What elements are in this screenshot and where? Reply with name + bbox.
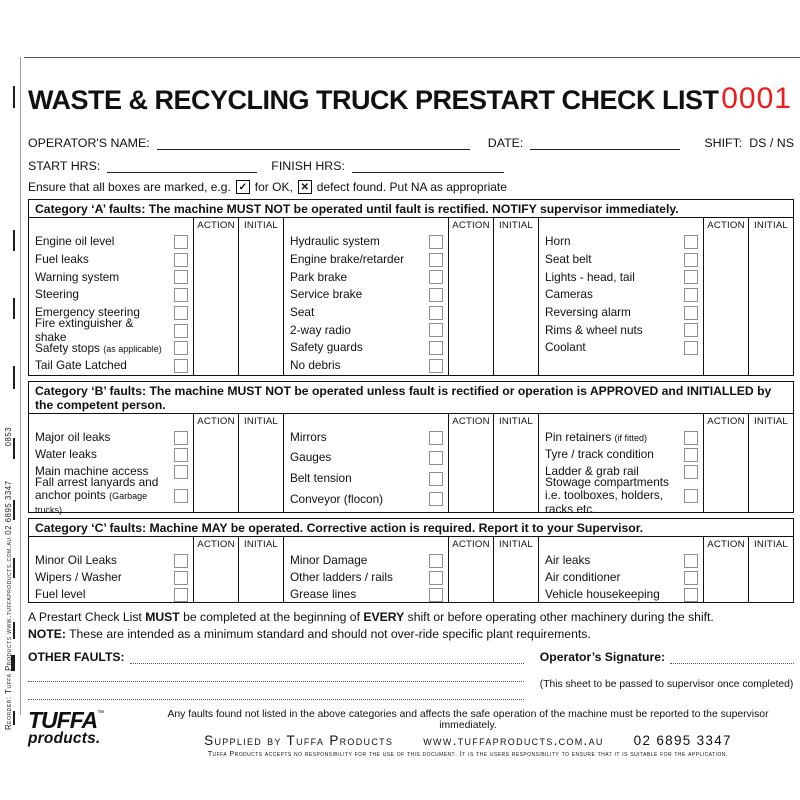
item-label: Cameras <box>545 287 593 302</box>
perforation-mark <box>13 230 15 251</box>
item-label: Safety guards <box>290 340 363 355</box>
action-header: ACTION <box>707 539 745 550</box>
checklist-item <box>35 316 193 344</box>
action-header: ACTION <box>452 220 490 231</box>
note-text-bold: EVERY <box>363 610 405 624</box>
item-label: Hydraulic system <box>290 234 380 249</box>
item-note: (if fitted) <box>614 432 648 443</box>
checklist-item <box>290 357 448 375</box>
check-box[interactable] <box>429 451 443 465</box>
check-box[interactable] <box>429 492 443 506</box>
checklist-item <box>545 429 703 446</box>
category-table <box>28 218 794 376</box>
action-column[interactable] <box>448 414 493 512</box>
initial-column[interactable] <box>748 537 793 602</box>
category-header: Category ‘A’ faults: The machine MUST NOT be operated until fault is rectified. NOTIFY supervisor immediately. <box>28 199 794 218</box>
initial-column[interactable] <box>748 218 793 375</box>
check-box[interactable] <box>174 270 188 284</box>
check-box[interactable] <box>684 554 698 568</box>
check-box[interactable] <box>429 431 443 445</box>
check-box[interactable] <box>429 359 443 373</box>
perforation-mark <box>13 500 15 520</box>
checklist-item <box>35 586 193 603</box>
check-box[interactable] <box>174 571 188 585</box>
checklist-item <box>290 470 448 487</box>
check-box[interactable] <box>429 341 443 355</box>
category-group <box>283 218 538 375</box>
item-label: Seat <box>290 304 315 319</box>
checklist-item <box>545 268 703 286</box>
item-column <box>539 414 703 516</box>
action-column[interactable] <box>193 537 238 602</box>
checklist-item <box>290 251 448 269</box>
item-column <box>284 414 448 512</box>
perforation-mark <box>13 622 15 639</box>
check-box[interactable] <box>684 270 698 284</box>
item-column <box>284 218 448 375</box>
item-label: Gauges <box>290 450 332 465</box>
initial-header: INITIAL <box>754 539 788 550</box>
checked-example-checkbox: ✓ <box>236 180 250 194</box>
check-box[interactable] <box>429 288 443 302</box>
initial-header: INITIAL <box>244 539 278 550</box>
checklist-item <box>290 268 448 286</box>
initial-column[interactable] <box>238 414 283 512</box>
check-box[interactable] <box>684 465 698 479</box>
item-label: No debris <box>290 357 341 372</box>
action-column[interactable] <box>448 537 493 602</box>
finish-hrs-label: FINISH HRS: <box>271 159 345 173</box>
prestart-note-line <box>28 609 794 626</box>
supplied-by-text: Supplied by Tuffa Products <box>204 732 394 748</box>
checklist-item <box>290 586 448 603</box>
crossed-example-checkbox: ✕ <box>298 180 312 194</box>
note-text: shift or before operating other machinery during the shift. <box>404 610 714 624</box>
initial-header: INITIAL <box>754 416 788 427</box>
item-label: Lights - head, tail <box>545 269 635 284</box>
check-box[interactable] <box>684 253 698 267</box>
signature-block <box>540 647 794 700</box>
other-faults-block <box>28 647 540 700</box>
item-column <box>29 218 193 375</box>
instruction-defect-text: defect found. Put NA as appropriate <box>316 180 507 194</box>
checklist-item <box>545 586 703 603</box>
perforation-mark <box>13 298 15 319</box>
check-box[interactable] <box>684 571 698 585</box>
checklist-item <box>290 491 448 508</box>
instruction-ok-text: for OK, <box>254 180 293 194</box>
item-label: Service brake <box>290 287 363 302</box>
tuffa-logo <box>28 706 142 749</box>
checklist-item <box>35 251 193 269</box>
category-header: Category ‘C’ faults: Machine MAY be operated. Corrective action is required. Report it to your Supervisor. <box>28 518 794 537</box>
title-row <box>28 82 794 116</box>
item-label: Reversing alarm <box>545 304 631 319</box>
item-label: Engine oil level <box>35 234 115 249</box>
category-block <box>28 381 794 516</box>
checklist-item <box>545 286 703 304</box>
action-column[interactable] <box>703 218 748 375</box>
branding-footer <box>28 706 794 758</box>
item-note: (Garbage trucks) <box>35 491 148 515</box>
check-box[interactable] <box>429 472 443 486</box>
item-label: Air leaks <box>545 552 591 567</box>
item-label: Major oil leaks <box>35 429 111 444</box>
category-group <box>283 537 538 602</box>
item-column <box>539 537 703 602</box>
item-label: Fall arrest lanyards and anchor points (Garbage trucks) <box>35 475 159 515</box>
check-box[interactable] <box>174 588 188 602</box>
item-column <box>29 537 193 602</box>
check-box[interactable] <box>174 554 188 568</box>
page-top-edge-line <box>24 57 800 58</box>
action-column[interactable] <box>703 414 748 512</box>
item-label: Stowage compartments i.e. toolboxes, holders, racks etc. <box>545 475 669 516</box>
item-label: Wipers / Washer <box>35 569 122 584</box>
item-label: Other ladders / rails <box>290 569 393 584</box>
action-column[interactable] <box>703 537 748 602</box>
item-label: 2-way radio <box>290 322 351 337</box>
finish-hrs-field[interactable] <box>352 158 504 173</box>
check-box[interactable] <box>684 235 698 249</box>
check-box[interactable] <box>429 235 443 249</box>
check-box[interactable] <box>684 341 698 355</box>
item-label: Fire extinguisher & shake <box>35 316 134 344</box>
check-box[interactable] <box>429 270 443 284</box>
item-label: Minor Oil Leaks <box>35 552 117 567</box>
check-box[interactable] <box>174 306 188 320</box>
category-group <box>538 537 793 602</box>
item-label: Warning system <box>35 269 120 284</box>
checklist-item <box>35 569 193 586</box>
item-label: Water leaks <box>35 446 97 461</box>
item-label: Fuel leaks <box>35 251 89 266</box>
operator-signature-label: Operator’s Signature: <box>539 649 666 664</box>
check-box[interactable] <box>429 571 443 585</box>
action-column[interactable] <box>193 218 238 375</box>
reorder-code: 0853 <box>4 426 13 447</box>
other-faults-field-line3[interactable] <box>28 682 524 700</box>
checklist-item <box>545 304 703 322</box>
start-hrs-field[interactable] <box>107 158 257 173</box>
checklist-item <box>290 429 448 446</box>
checklist-item <box>35 340 193 358</box>
category-group <box>29 218 283 375</box>
action-header: ACTION <box>197 220 235 231</box>
checklist-item <box>545 569 703 586</box>
marking-instructions <box>28 180 794 194</box>
item-label: Seat belt <box>545 251 592 266</box>
checklist-item <box>35 268 193 286</box>
initial-column[interactable] <box>493 218 538 375</box>
note-text: A Prestart Check List <box>28 610 146 624</box>
minimum-standard-note-line <box>28 626 794 643</box>
form-serial-number: 0001 <box>721 82 792 115</box>
item-label: Conveyor (flocon) <box>290 491 384 506</box>
check-box[interactable] <box>174 235 188 249</box>
hours-row <box>28 150 794 173</box>
checklist-item <box>35 475 193 515</box>
item-label: Fuel level <box>35 586 86 601</box>
check-box[interactable] <box>684 448 698 462</box>
supplier-phone: 02 6895 3347 <box>633 732 732 748</box>
item-label: Horn <box>545 234 571 249</box>
checklist-item <box>290 286 448 304</box>
item-label: Emergency steering <box>35 304 140 319</box>
check-box[interactable] <box>174 341 188 355</box>
note-text-bold: MUST <box>145 610 180 624</box>
item-label: Engine brake/retarder <box>290 251 405 266</box>
initial-column[interactable] <box>493 414 538 512</box>
date-field[interactable] <box>530 135 680 150</box>
initial-header: INITIAL <box>754 220 788 231</box>
checklist-item <box>290 339 448 357</box>
checklist-item <box>290 552 448 569</box>
initial-column[interactable] <box>748 414 793 512</box>
perforation-mark <box>13 558 15 578</box>
checklist-item <box>290 233 448 251</box>
category-group <box>283 414 538 512</box>
checklist-item <box>290 450 448 467</box>
category-group <box>538 218 793 375</box>
item-column <box>284 537 448 602</box>
action-header: ACTION <box>707 416 745 427</box>
tuffa-logo-sub: products. <box>28 730 101 748</box>
item-label: Ladder & grab rail <box>545 463 639 478</box>
category-header: Category ‘B’ faults: The machine MUST NOT be operated unless fault is rectified or operation is APPROVED and INITIALLED by the competent person. <box>28 381 794 414</box>
item-label: Tail Gate Latched <box>35 358 127 373</box>
check-box[interactable] <box>684 323 698 337</box>
perforation-mark <box>13 86 15 108</box>
shift-options[interactable]: DS / NS <box>749 136 794 150</box>
item-label: Steering <box>35 287 79 302</box>
category-block <box>28 518 794 603</box>
operator-signature-field[interactable] <box>670 651 794 664</box>
item-note: (as applicable) <box>103 343 162 354</box>
check-box[interactable] <box>429 554 443 568</box>
item-label: Safety stops (as applicable) <box>35 340 162 355</box>
category-table <box>28 414 794 516</box>
action-header: ACTION <box>707 220 745 231</box>
start-hrs-label: START HRS: <box>28 159 101 173</box>
item-label: Vehicle housekeeping <box>545 586 660 601</box>
check-box[interactable] <box>174 253 188 267</box>
item-column <box>539 218 703 375</box>
instruction-prefix: Ensure that all boxes are marked, e.g. <box>28 180 231 194</box>
check-box[interactable] <box>174 489 188 503</box>
category-group <box>29 414 283 515</box>
checklist-item <box>35 429 193 446</box>
initial-header: INITIAL <box>499 220 533 231</box>
note-text: be completed at the beginning of <box>179 610 364 624</box>
item-label: Park brake <box>290 269 348 284</box>
page-title: WASTE & RECYCLING TRUCK PRESTART CHECK LIST <box>28 85 719 115</box>
check-box[interactable] <box>684 288 698 302</box>
check-box[interactable] <box>684 489 698 503</box>
check-box[interactable] <box>429 323 443 337</box>
checklist-item <box>545 233 703 251</box>
initial-header: INITIAL <box>499 416 533 427</box>
other-faults-signature-section <box>28 647 794 700</box>
other-faults-field-line2[interactable] <box>28 664 524 682</box>
checklist-item <box>290 304 448 322</box>
category-block <box>28 199 794 376</box>
check-box[interactable] <box>684 431 698 445</box>
operator-name-label: OPERATOR'S NAME: <box>28 136 150 150</box>
form-content <box>28 82 794 758</box>
action-header: ACTION <box>197 416 235 427</box>
check-box[interactable] <box>429 306 443 320</box>
supplier-line <box>142 733 794 748</box>
checklist-item <box>35 233 193 251</box>
checklist-item <box>35 552 193 569</box>
tuffa-logo-name: TUFFA <box>28 706 98 733</box>
check-box[interactable] <box>684 588 698 602</box>
date-label: DATE: <box>487 136 524 150</box>
other-faults-field[interactable] <box>130 651 524 664</box>
item-label: Air conditioner <box>545 569 621 584</box>
categories <box>28 199 794 603</box>
footer-text-block <box>142 709 794 758</box>
item-label: Minor Damage <box>290 552 368 567</box>
item-label: Mirrors <box>290 429 327 444</box>
category-table <box>28 537 794 603</box>
operator-date-shift-row <box>28 127 794 150</box>
checklist-item <box>35 446 193 463</box>
pass-to-supervisor-note: (This sheet to be passed to supervisor once completed) <box>539 678 794 690</box>
action-column[interactable] <box>448 218 493 375</box>
checklist-item <box>35 357 193 375</box>
note-label: NOTE: <box>28 627 66 642</box>
item-label: Main machine access <box>35 463 149 478</box>
checklist-item <box>545 552 703 569</box>
action-header: ACTION <box>197 539 235 550</box>
item-label: Coolant <box>545 340 586 355</box>
note-text: These are intended as a minimum standard and should not over-ride specific plant requirements. <box>65 627 591 642</box>
checklist-item <box>290 569 448 586</box>
category-group <box>538 414 793 516</box>
checklist-item <box>545 475 703 516</box>
initial-column[interactable] <box>238 537 283 602</box>
reorder-strip <box>4 310 13 730</box>
category-group <box>29 537 283 602</box>
check-box[interactable] <box>174 448 188 462</box>
any-faults-note: Any faults found not listed in the above categories and affects the safe operation of the machine must be reported to the supervisor immediately. <box>167 708 769 731</box>
check-box[interactable] <box>174 288 188 302</box>
perforation-mark <box>13 711 15 725</box>
item-column <box>29 414 193 515</box>
initial-header: INITIAL <box>244 220 278 231</box>
supplier-website[interactable]: www.tuffaproducts.com.au <box>423 732 604 748</box>
item-label: Tyre / track condition <box>545 446 654 461</box>
perforation-mark <box>13 366 15 389</box>
check-box[interactable] <box>429 588 443 602</box>
check-box[interactable] <box>174 431 188 445</box>
check-box[interactable] <box>429 253 443 267</box>
page-left-edge-line <box>20 57 21 715</box>
checklist-item <box>35 286 193 304</box>
item-label: Pin retainers (if fitted) <box>545 429 648 444</box>
reorder-text: Reorder: Tuffa Products www.tuffaproducts.com.au 02 6895 3347 <box>4 480 13 730</box>
item-label: Grease lines <box>290 586 357 601</box>
check-box[interactable] <box>174 359 188 373</box>
checklist-item <box>545 251 703 269</box>
perforation-mark <box>13 438 15 459</box>
action-header: ACTION <box>452 539 490 550</box>
checklist-item <box>545 446 703 463</box>
action-header: ACTION <box>452 416 490 427</box>
responsibility-disclaimer: Tuffa Products accepts no responsibility for the use of this document. It is the users responsibility to ensure that it is suitable for the application. <box>207 750 729 758</box>
checklist-item <box>545 339 703 357</box>
initial-column[interactable] <box>493 537 538 602</box>
action-column[interactable] <box>193 414 238 512</box>
check-box[interactable] <box>174 324 188 338</box>
initial-column[interactable] <box>238 218 283 375</box>
trademark-symbol: ™ <box>97 709 104 717</box>
shift-label: SHIFT: <box>704 136 743 150</box>
check-box[interactable] <box>174 465 188 479</box>
check-box[interactable] <box>684 306 698 320</box>
initial-header: INITIAL <box>499 539 533 550</box>
item-label: Belt tension <box>290 471 352 486</box>
checklist-item <box>545 321 703 339</box>
item-label: Rims & wheel nuts <box>545 322 643 337</box>
checklist-item <box>290 321 448 339</box>
other-faults-label: OTHER FAULTS: <box>28 649 125 664</box>
operator-name-field[interactable] <box>157 135 470 150</box>
initial-header: INITIAL <box>244 416 278 427</box>
